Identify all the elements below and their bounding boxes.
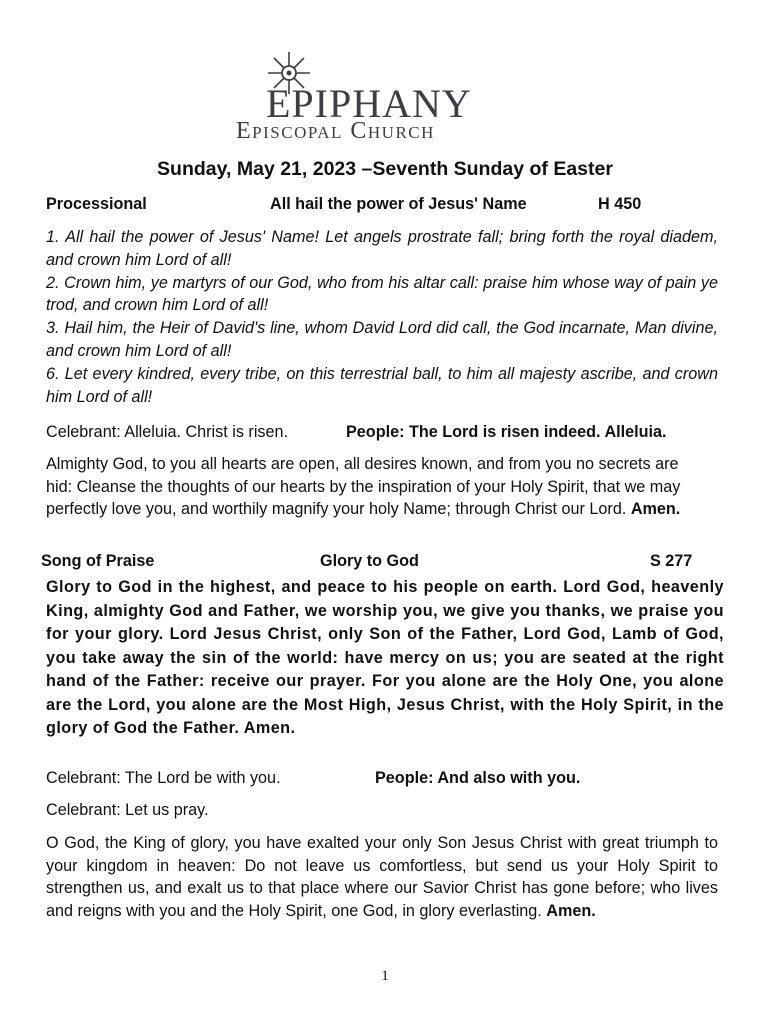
logo-name: EPIPHANY [266,81,472,126]
acclamation-people: People: The Lord is risen indeed. Alleluia. [346,423,667,441]
page-number: 1 [381,968,389,984]
hymn-verse: 2. Crown him, ye martyrs of our God, who from his altar call: praise him whose way of pain ye trod, and crown him Lord of all! [46,273,718,315]
song-of-praise-title: Glory to God [320,552,419,570]
salutation-celebrant: Celebrant: The Lord be with you. [46,769,281,787]
collect-of-day-amen: Amen. [546,901,596,920]
collect-for-purity-text: Almighty God, to you all hearts are open, all desires known, and from you no secrets are hid: Cleanse the thoughts of our hearts by the inspiration of your Holy Spirit, that we may perfectly love you, and worthily magnify your holy Name; through Christ our Lord. [46,455,681,518]
song-of-praise-number: S 277 [650,552,693,570]
church-logo [236,46,536,146]
collect-for-purity [46,453,706,521]
let-us-pray: Celebrant: Let us pray. [46,801,209,819]
gloria-text: Glory to God in the highest, and peace to his people on earth. Lord God, heavenly King, almighty God and Father, we worship you, we give you thanks, we praise you for your glory. Lord Jesus Christ, only Son of the Father, Lord God, Lamb of God, you take away the sin of the world: have mercy on us; you are seated at the right hand of the Father: receive our prayer. For you alone are the Holy One, you alone are the Lord, you alone are the Most High, Jesus Christ, with the Holy Spirit, in the glory of God the Father. Amen. [46,578,724,737]
processional-label: Processional [46,195,147,213]
processional-hymn-number: H 450 [598,195,642,213]
collect-of-day-text: O God, the King of glory, you have exalted your only Son Jesus Christ with great triumph to your kingdom in heaven: Do not leave us comfortless, but send us your Holy Spirit to strengthen us, and exalt us to that place where our Savior Christ has gone before; who lives and reigns with you and the Holy Spirit, one God, in glory everlasting. [46,834,718,920]
hymn-verses [46,226,718,408]
collect-for-purity-amen: Amen. [630,500,681,518]
page-title: Sunday, May 21, 2023 –Seventh Sunday of Easter [157,158,613,180]
hymn-verse: 6. Let every kindred, every tribe, on this terrestrial ball, to him all majesty ascribe, and crown him Lord of all! [46,364,718,406]
logo-subtitle: Episcopal Church [236,118,435,144]
salutation-people: People: And also with you. [375,769,581,787]
song-of-praise-label: Song of Praise [41,552,155,570]
collect-of-day [46,832,718,922]
processional-hymn-title: All hail the power of Jesus' Name [270,195,527,213]
hymn-verse: 3. Hail him, the Heir of David's line, whom David Lord did call, the God incarnate, Man divine, and crown him Lord of all! [46,319,718,360]
hymn-verse: 1. All hail the power of Jesus' Name! Let angels prostrate fall; bring forth the royal diadem, and crown him Lord of all! [46,228,718,269]
acclamation-celebrant: Celebrant: Alleluia. Christ is risen. [46,423,289,441]
